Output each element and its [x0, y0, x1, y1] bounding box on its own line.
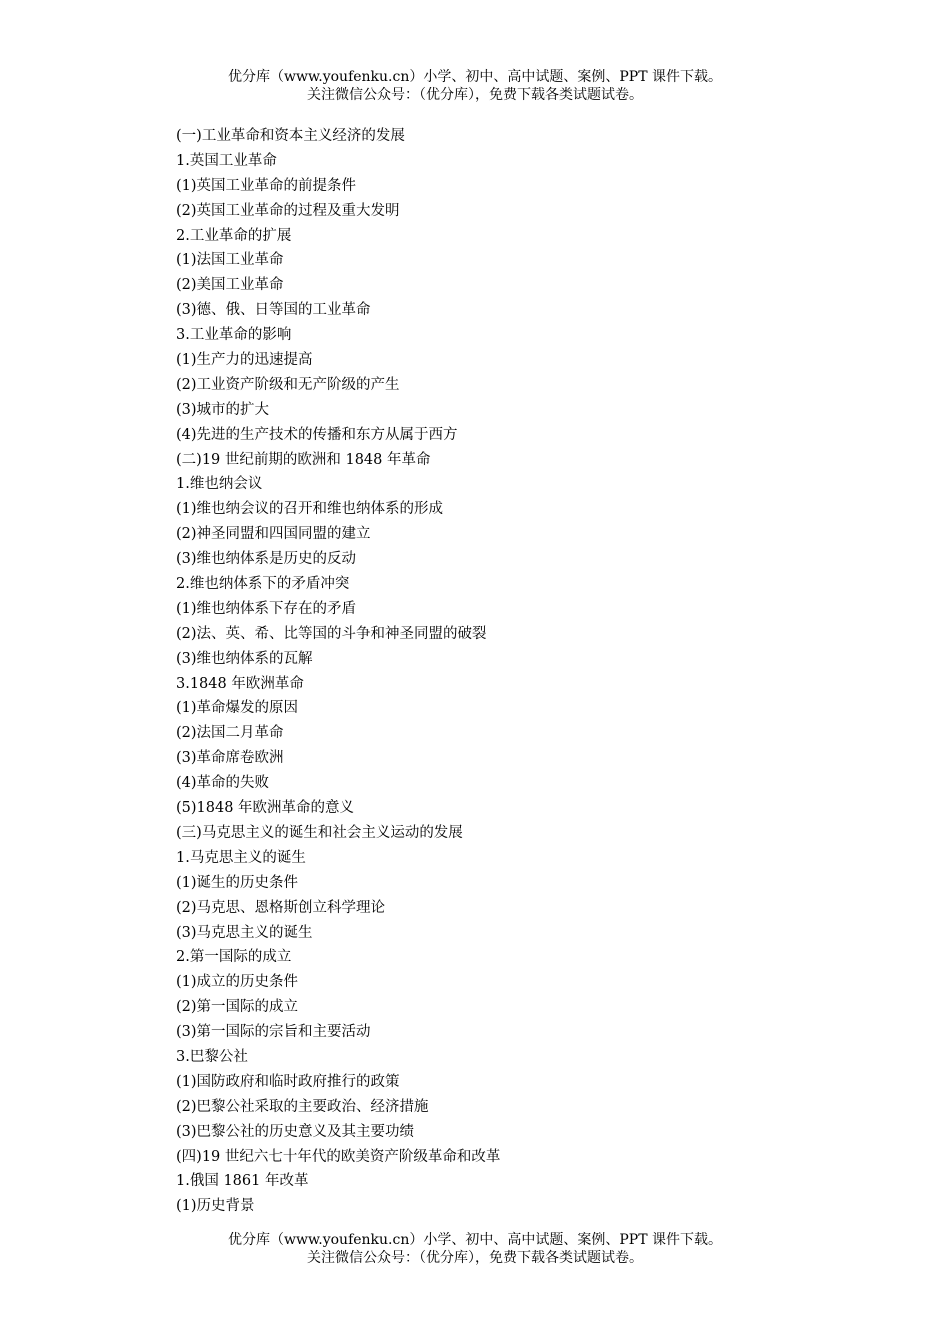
outline-item: 1.英国工业革命: [176, 152, 277, 169]
outline-item: (1)革命爆发的原因: [176, 700, 299, 717]
footer-line-2: 关注微信公众号：（优分库），免费下载各类试题试卷。: [307, 1250, 643, 1266]
outline-item: (1)诞生的历史条件: [176, 874, 299, 891]
outline-item: (3)维也纳体系是历史的反动: [176, 551, 357, 568]
outline-item: 3.1848 年欧洲革命: [176, 675, 304, 692]
outline-item: (2)美国工业革命: [176, 277, 284, 294]
outline-list: [176, 124, 816, 1219]
header-line-2: 关注微信公众号：（优分库），免费下载各类试题试卷。: [307, 87, 643, 103]
outline-item: (1)成立的历史条件: [176, 974, 299, 991]
outline-item: (1)维也纳会议的召开和维也纳体系的形成: [176, 501, 444, 518]
outline-item: (2)第一国际的成立: [176, 999, 299, 1016]
outline-item: (一)工业革命和资本主义经济的发展: [176, 128, 405, 144]
outline-item: 1.维也纳会议: [176, 476, 263, 493]
outline-item: 2.工业革命的扩展: [176, 227, 292, 244]
outline-item: (三)马克思主义的诞生和社会主义运动的发展: [176, 824, 463, 841]
outline-item: 2.第一国际的成立: [176, 949, 292, 966]
outline-item: (3)第一国际的宗旨和主要活动: [176, 1024, 371, 1041]
outline-item: (四)19 世纪六七十年代的欧美资产阶级革命和改革: [176, 1148, 501, 1165]
page-footer: [0, 1231, 950, 1267]
outline-item: (2)法、英、希、比等国的斗争和神圣同盟的破裂: [176, 625, 487, 642]
header-line-1: 优分库（www.youfenku.cn）小学、初中、高中试题、案例、PPT 课件下载。: [227, 69, 722, 85]
outline-item: (2)巴黎公社采取的主要政治、经济措施: [176, 1098, 429, 1115]
outline-item: (2)马克思、恩格斯创立科学理论: [176, 899, 386, 916]
outline-item: (4)先进的生产技术的传播和东方从属于西方: [176, 426, 458, 443]
outline-item: (二)19 世纪前期的欧洲和 1848 年革命: [176, 451, 431, 468]
outline-item: (3)革命席卷欧洲: [176, 750, 284, 767]
outline-item: 3.工业革命的影响: [176, 327, 292, 344]
footer-line-1: 优分库（www.youfenku.cn）小学、初中、高中试题、案例、PPT 课件下载。: [227, 1232, 722, 1248]
outline-item: (1)英国工业革命的前提条件: [176, 177, 357, 194]
outline-item: (3)巴黎公社的历史意义及其主要功绩: [176, 1123, 415, 1140]
page-header: [0, 68, 950, 104]
outline-item: (2)法国二月革命: [176, 725, 284, 742]
outline-item: 1.俄国 1861 年改革: [176, 1173, 309, 1190]
outline-item: (2)英国工业革命的过程及重大发明: [176, 202, 400, 219]
outline-item: (1)生产力的迅速提高: [176, 352, 313, 369]
outline-item: (3)马克思主义的诞生: [176, 924, 313, 941]
outline-item: (2)神圣同盟和四国同盟的建立: [176, 526, 371, 543]
outline-item: (1)国防政府和临时政府推行的政策: [176, 1073, 400, 1090]
outline-item: (3)城市的扩大: [176, 401, 270, 418]
outline-item: (3)德、俄、日等国的工业革命: [176, 302, 371, 319]
outline-item: 3.巴黎公社: [176, 1048, 248, 1065]
outline-item: (1)维也纳体系下存在的矛盾: [176, 600, 357, 617]
outline-item: 2.维也纳体系下的矛盾冲突: [176, 576, 350, 593]
outline-item: (1)历史背景: [176, 1198, 255, 1215]
outline-item: (1)法国工业革命: [176, 252, 284, 269]
outline-item: 1.马克思主义的诞生: [176, 849, 306, 866]
outline-item: (2)工业资产阶级和无产阶级的产生: [176, 376, 400, 393]
outline-item: (4)革命的失败: [176, 775, 270, 792]
outline-item: (3)维也纳体系的瓦解: [176, 650, 313, 667]
outline-item: (5)1848 年欧洲革命的意义: [176, 800, 355, 817]
